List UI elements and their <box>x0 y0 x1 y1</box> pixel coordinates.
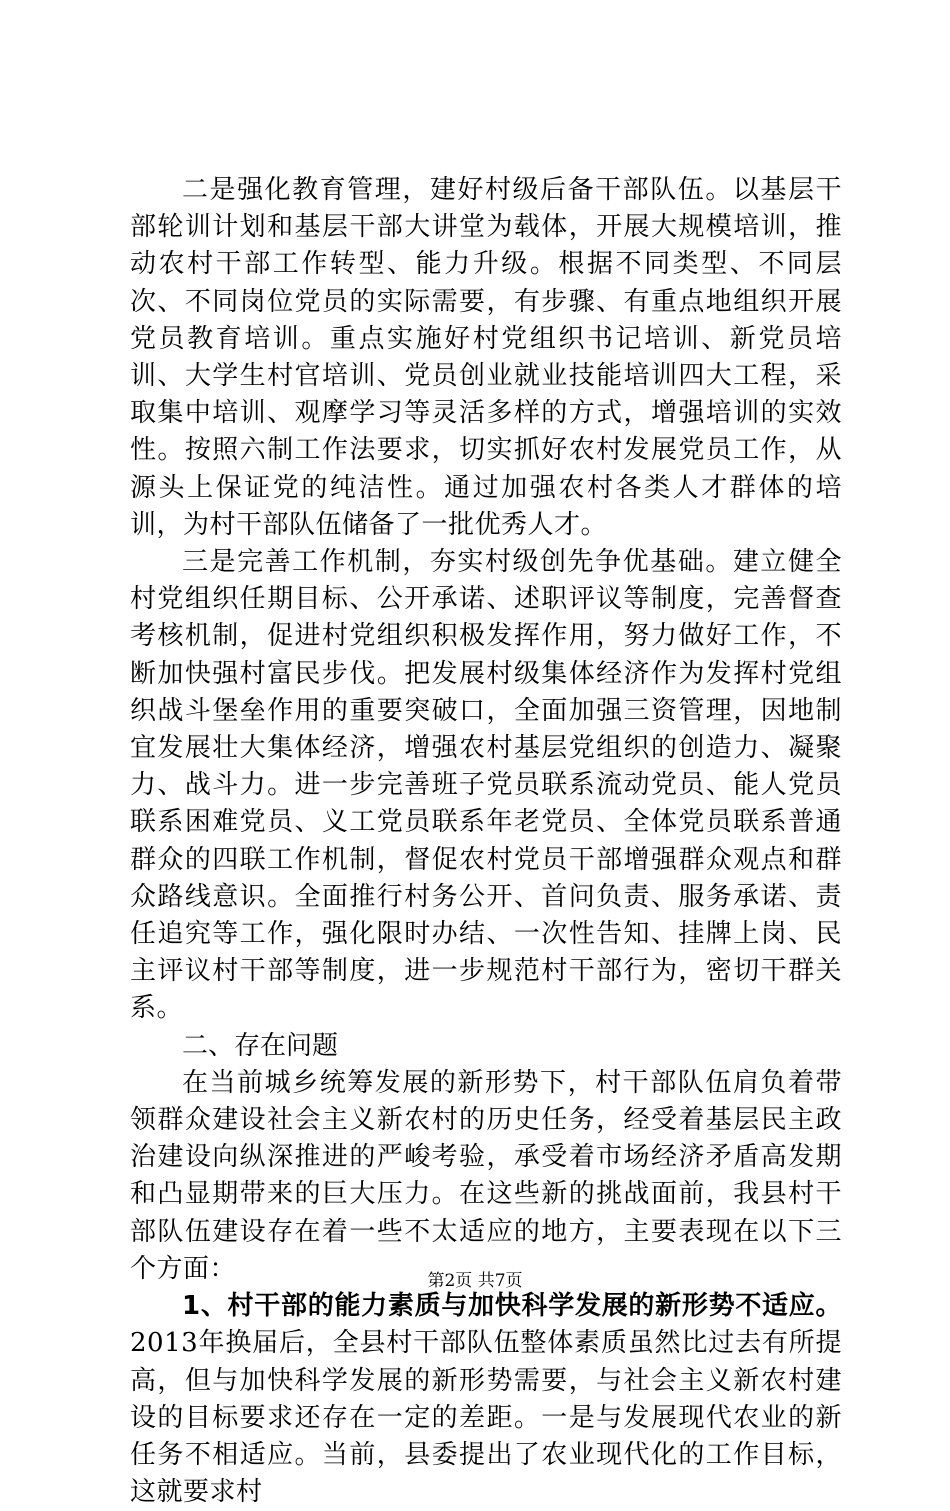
paragraph-education-management: 二是强化教育管理，建好村级后备干部队伍。以基层干部轮训计划和基层干部大讲堂为载体，开展大规模培训，推动农村干部工作转型、能力升级。根据不同类型、不同层次、不同岗位党员的实际需要，有步骤、有重点地组织开展党员教育培训。重点实施好村党组织书记培训、新党员培训、大学生村官培训、党员创业就业技能培训四大工程，采取集中培训、观摩学习等灵活多样的方式，增强培训的实效性。按照六制工作法要求，切实抓好农村发展党员工作，从源头上保证党的纯洁性。通过加强农村各类人才群体的培训，为村干部队伍储备了一批优秀人才。 <box>130 175 842 540</box>
point-1-body: 2013年换届后，全县村干部队伍整体素质虽然比过去有所提高，但与加快科学发展的新形势需要，与社会主义新农村建设的目标要求还存在一定的差距。一是与发展现代农业的新任务不相适应。当前，县委提出了农业现代化的工作目标，这就要求村 <box>130 1328 842 1508</box>
document-body <box>130 172 842 1511</box>
paragraph-point-1 <box>130 1288 842 1511</box>
paragraph-problems-intro: 在当前城乡统筹发展的新形势下，村干部队伍肩负着带领群众建设社会主义新农村的历史任务，经受着基层民主政治建设向纵深推进的严峻考验，承受着市场经济矛盾高发期和凸显期带来的巨大压力。在这些新的挑战面前，我县村干部队伍建设存在着一些不太适应的地方，主要表现在以下三个方面： <box>130 1067 842 1284</box>
page-footer: 第2页 共7页 <box>427 1271 523 1291</box>
point-1-heading: 1、村干部的能力素质与加快科学发展的新形势不适应。 <box>182 1291 842 1322</box>
section-heading-problems: 二、存在问题 <box>182 1030 339 1061</box>
paragraph-work-mechanism: 三是完善工作机制，夯实村级创先争优基础。建立健全村党组织任期目标、公开承诺、述职评议等制度，完善督查考核机制，促进村党组织积极发挥作用，努力做好工作，不断加快强村富民步伐。把发展村级集体经济作为发挥村党组织战斗堡垒作用的重要突破口，全面加强三资管理，因地制宜发展壮大集体经济，增强农村基层党组织的创造力、凝聚力、战斗力。进一步完善班子党员联系流动党员、能人党员联系困难党员、义工党员联系年老党员、全体党员联系普通群众的四联工作机制，督促农村党员干部增强群众观点和群众路线意识。全面推行村务公开、首问负责、服务承诺、责任追究等工作，强化限时办结、一次性告知、挂牌上岗、民主评议村干部等制度，进一步规范村干部行为，密切干群关系。 <box>130 547 842 1024</box>
